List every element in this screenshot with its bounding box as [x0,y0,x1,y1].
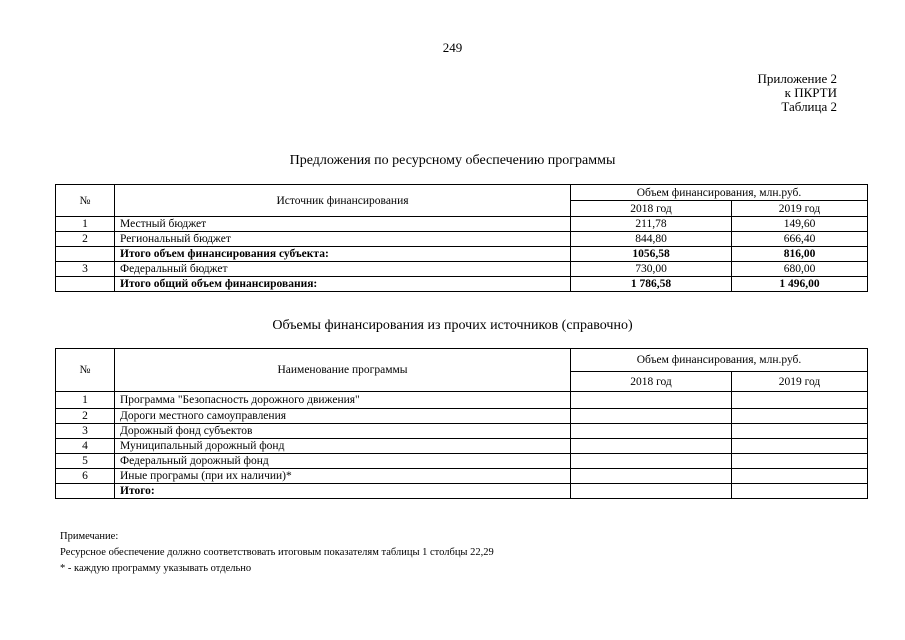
row-name: Региональный бюджет [115,232,571,247]
row-value-2018: 844,80 [571,232,732,247]
row-num: 2 [56,232,115,247]
table-row-total [56,277,868,292]
row-value-2018: 1056,58 [571,247,732,262]
row-name: Иные програмы (при их наличии)* [115,469,571,484]
row-value-2019 [732,424,868,439]
header-num: № [56,185,115,217]
row-num: 3 [56,424,115,439]
row-num [56,247,115,262]
row-num: 1 [56,217,115,232]
row-num: 6 [56,469,115,484]
row-value-2019 [732,392,868,409]
row-num: 2 [56,409,115,424]
row-value-2018 [571,439,732,454]
header-year-2018: 2018 год [571,372,732,392]
table-row-subtotal [56,247,868,262]
row-num: 4 [56,439,115,454]
row-num: 5 [56,454,115,469]
row-name: Муниципальный дорожный фонд [115,439,571,454]
row-value-2019 [732,484,868,499]
row-name: Федеральный бюджет [115,262,571,277]
row-num [56,484,115,499]
row-num [56,277,115,292]
row-value-2018 [571,409,732,424]
row-value-2018: 211,78 [571,217,732,232]
row-value-2018 [571,424,732,439]
row-value-2019: 1 496,00 [732,277,868,292]
resource-table [55,184,868,292]
table1-header-row-1 [56,185,868,201]
header-num: № [56,349,115,392]
row-value-2018 [571,484,732,499]
row-value-2018 [571,392,732,409]
page-number: 249 [442,40,463,55]
table2-header-row-1 [56,349,868,372]
row-value-2019 [732,409,868,424]
row-value-2018 [571,469,732,484]
table-row [56,262,868,277]
row-value-2018 [571,454,732,469]
row-name: Итого общий объем финансирования: [115,277,571,292]
row-value-2019: 680,00 [732,262,868,277]
table-row [56,439,868,454]
table-row [56,409,868,424]
header-volume: Объем финансирования, млн.руб. [571,185,868,201]
row-value-2019: 816,00 [732,247,868,262]
header-year-2019: 2019 год [732,201,868,217]
row-name: Федеральный дорожный фонд [115,454,571,469]
header-volume: Объем финансирования, млн.руб. [571,349,868,372]
appendix-line-2: к ПКРТИ [784,85,837,100]
table1-title: Предложения по ресурсному обеспечению программы [289,153,616,168]
note-title: Примечание: [60,531,119,542]
table-row [56,232,868,247]
appendix-header [757,72,837,114]
row-value-2019 [732,439,868,454]
table-row [56,454,868,469]
row-name: Программа "Безопасность дорожного движения" [115,392,571,409]
table-row-total [56,484,868,499]
row-value-2018: 730,00 [571,262,732,277]
header-year-2018: 2018 год [571,201,732,217]
row-value-2019: 666,40 [732,232,868,247]
header-program-name: Наименование программы [115,349,571,392]
row-value-2019 [732,454,868,469]
row-num: 3 [56,262,115,277]
row-value-2018: 1 786,58 [571,277,732,292]
table-row [56,424,868,439]
row-name: Итого: [115,484,571,499]
appendix-line-3: Таблица 2 [781,99,837,114]
note-line-2: * - каждую программу указывать отдельно [60,563,252,574]
header-source: Источник финансирования [115,185,571,217]
other-sources-table [55,348,868,499]
appendix-line-1: Приложение 2 [757,71,837,86]
row-name: Местный бюджет [115,217,571,232]
table2-title: Объемы финансирования из прочих источников (справочно) [272,318,633,333]
note-line-1: Ресурсное обеспечение должно соответствовать итоговым показателям таблицы 1 столбцы 22,29 [60,547,494,558]
row-name: Дороги местного самоуправления [115,409,571,424]
table-row [56,392,868,409]
header-year-2019: 2019 год [732,372,868,392]
row-name: Итого объем финансирования субъекта: [115,247,571,262]
row-num: 1 [56,392,115,409]
row-name: Дорожный фонд субъектов [115,424,571,439]
table-row [56,469,868,484]
row-value-2019: 149,60 [732,217,868,232]
row-value-2019 [732,469,868,484]
table-row [56,217,868,232]
